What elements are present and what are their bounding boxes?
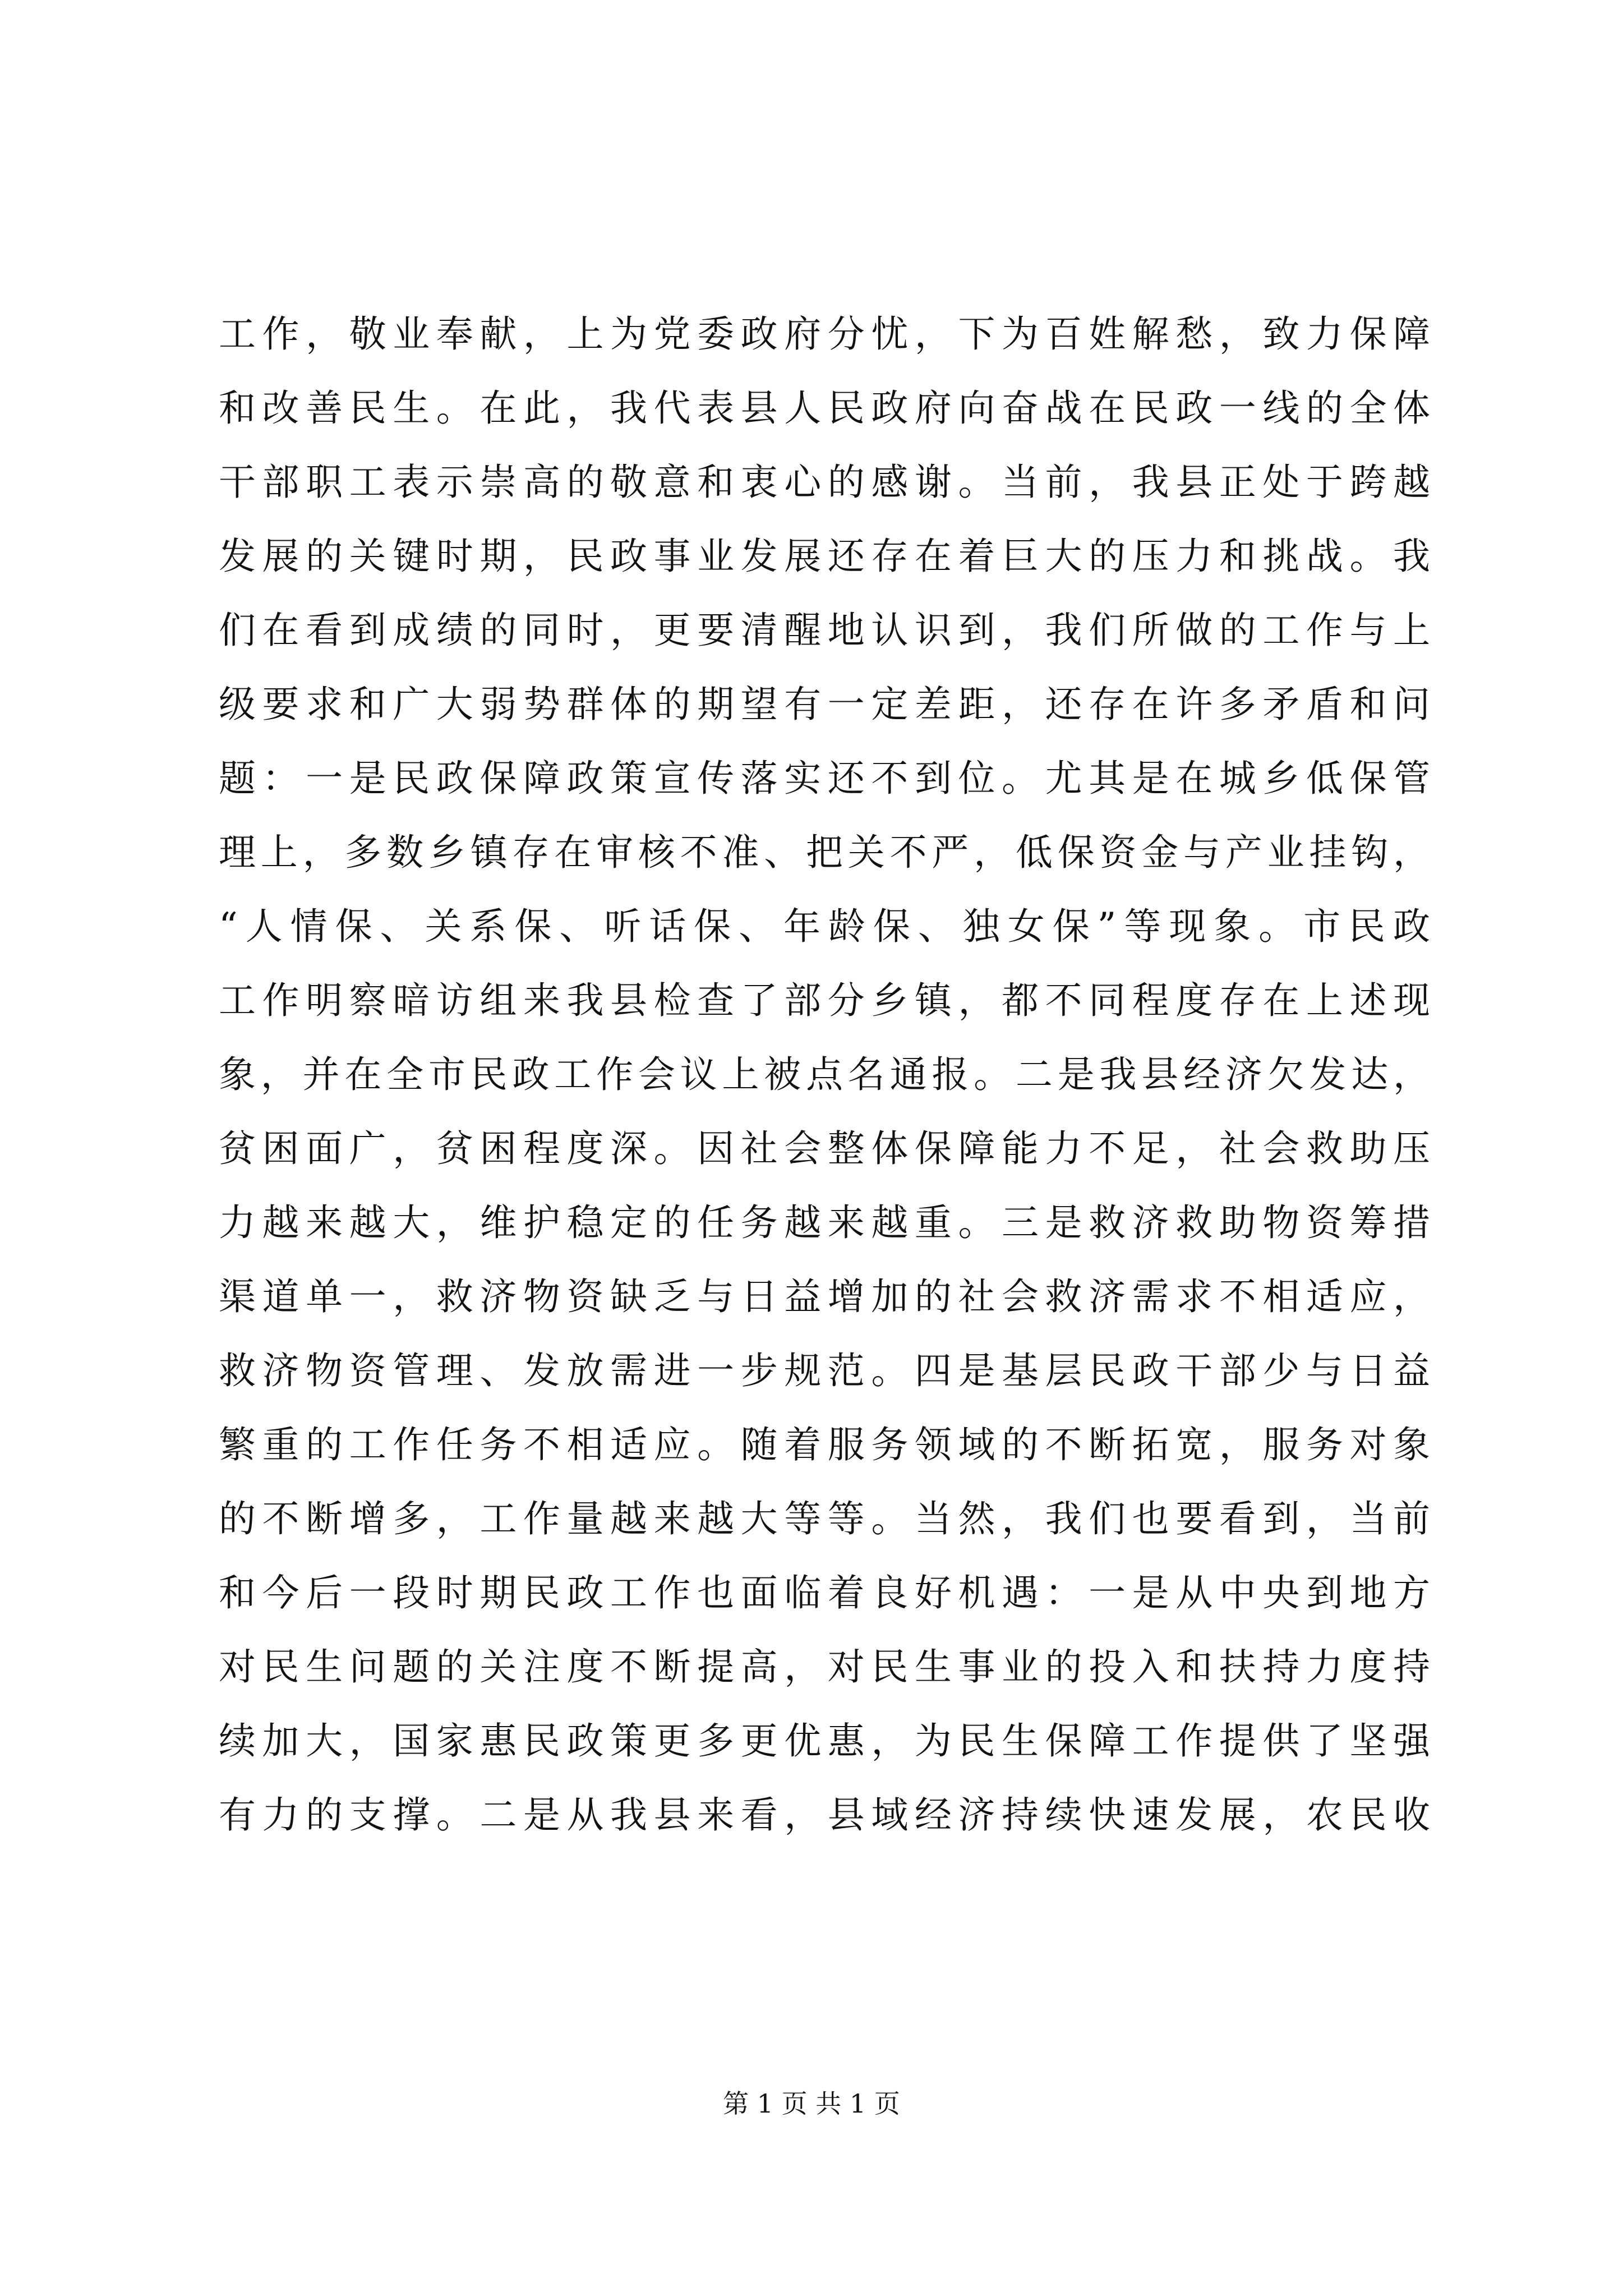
text-line: 的不断增多，工作量越来越大等等。当然，我们也要看到，当前	[219, 1497, 1430, 1540]
page-footer	[0, 2087, 1623, 2120]
text-line: 工作明察暗访组来我县检查了部分乡镇，都不同程度存在上述现	[219, 979, 1430, 1022]
text-line: 发展的关键时期，民政事业发展还存在着巨大的压力和挑战。我	[219, 535, 1430, 578]
text-line: 续加大，国家惠民政策更多更优惠，为民生保障工作提供了坚强	[219, 1719, 1430, 1763]
text-line: 有力的支撑。二是从我县来看，县域经济持续快速发展，农民收	[219, 1793, 1430, 1837]
text-line: 级要求和广大弱势群体的期望有一定差距，还存在许多矛盾和问	[219, 683, 1430, 726]
text-line: 繁重的工作任务不相适应。随着服务领域的不断拓宽，服务对象	[219, 1423, 1430, 1466]
text-line: 工作，敬业奉献，上为党委政府分忧，下为百姓解愁，致力保障	[219, 312, 1430, 356]
text-line: 干部职工表示崇高的敬意和衷心的感谢。当前，我县正处于跨越	[219, 461, 1430, 504]
page-number: 第 1 页 共 1 页	[723, 2088, 900, 2119]
body-text	[219, 297, 1430, 1852]
text-line: 和改善民生。在此，我代表县人民政府向奋战在民政一线的全体	[219, 386, 1430, 430]
text-line: 理上，多数乡镇存在审核不准、把关不严，低保资金与产业挂钩，	[219, 831, 1430, 874]
text-line: 和今后一段时期民政工作也面临着良好机遇：一是从中央到地方	[219, 1571, 1430, 1614]
text-line: 题：一是民政保障政策宣传落实还不到位。尤其是在城乡低保管	[219, 757, 1430, 800]
text-line: 渠道单一，救济物资缺乏与日益增加的社会救济需求不相适应，	[219, 1275, 1430, 1318]
text-line: 力越来越大，维护稳定的任务越来越重。三是救济救助物资筹措	[219, 1201, 1430, 1244]
text-line: 对民生问题的关注度不断提高，对民生事业的投入和扶持力度持	[219, 1645, 1430, 1688]
text-line: “人情保、关系保、听话保、年龄保、独女保”等现象。市民政	[219, 905, 1430, 948]
text-line: 象，并在全市民政工作会议上被点名通报。二是我县经济欠发达，	[219, 1053, 1430, 1096]
text-line: 救济物资管理、发放需进一步规范。四是基层民政干部少与日益	[219, 1349, 1430, 1392]
text-line: 贫困面广，贫困程度深。因社会整体保障能力不足，社会救助压	[219, 1127, 1430, 1170]
text-line: 们在看到成绩的同时，更要清醒地认识到，我们所做的工作与上	[219, 609, 1430, 652]
